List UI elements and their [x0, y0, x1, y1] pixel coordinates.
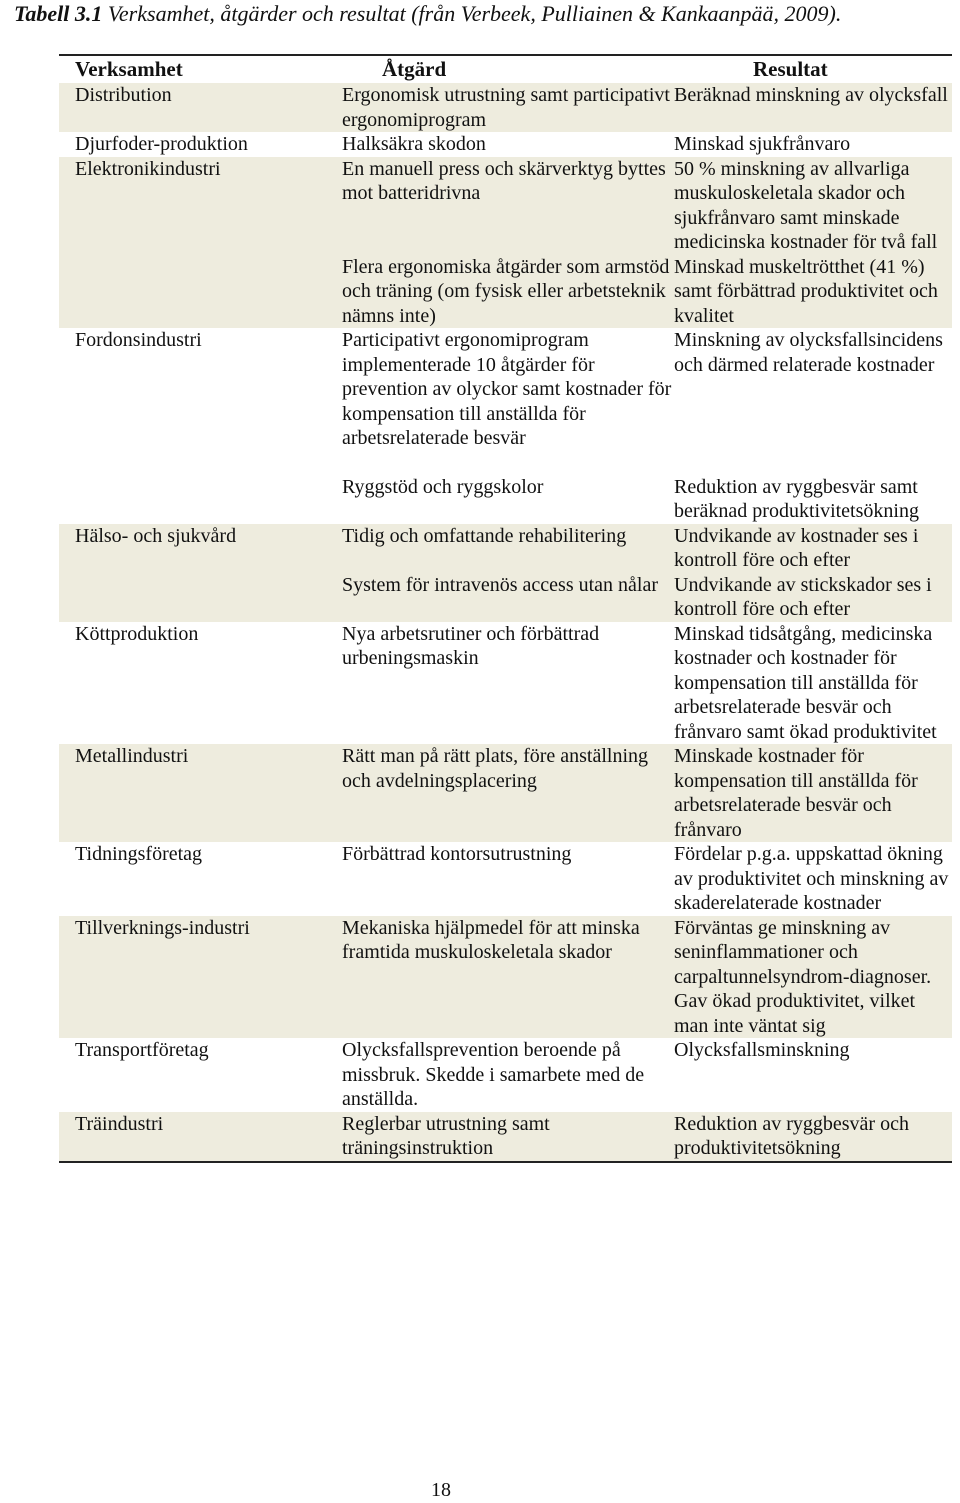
table-row: [59, 157, 952, 255]
table-row: [59, 744, 952, 842]
cell-atgard: Halksäkra skodon: [342, 133, 486, 155]
cell-verksamhet: [59, 573, 342, 622]
cell-resultat: Reduktion av ryggbesvär samt beräknad produktivitetsökning: [674, 475, 919, 522]
cell-resultat: 50 % minskning av allvarliga muskuloskeletala skador och sjukfrånvaro samt minskade medicinska kostnader för två fall: [674, 157, 952, 255]
cell-resultat: Undvikande av kostnader ses i kontroll före och efter: [674, 524, 952, 573]
cell-verksamhet: Tillverknings-industri: [59, 916, 342, 1039]
table-row: [59, 573, 952, 622]
table-row: [59, 1112, 952, 1162]
header-resultat: Resultat: [674, 55, 952, 83]
cell-atgard: Rätt man på rätt plats, före anställning och avdelningsplacering: [342, 744, 674, 842]
cell-atgard: Tidig och omfattande rehabilitering: [342, 524, 674, 573]
cell-resultat: Minskning av olycksfallsincidens och därmed relaterade kostnader: [674, 329, 943, 376]
cell-atgard: Flera ergonomiska åtgärder som armstöd och träning (om fysisk eller arbetsteknik nämns inte): [342, 255, 674, 329]
table-row: [59, 328, 952, 451]
table-row: [59, 132, 952, 157]
cell-verksamhet: [59, 475, 342, 524]
header-verksamhet: Verksamhet: [59, 55, 342, 83]
cell-atgard: Olycksfallsprevention beroende på missbruk. Skedde i samarbete med de anställda.: [342, 1039, 645, 1110]
measures-table: [59, 54, 952, 1163]
cell-resultat: Minskade kostnader för kompensation till anställda för arbetsrelaterade besvär och frånvaro: [674, 744, 952, 842]
table-row: [59, 524, 952, 573]
cell-resultat: Undvikande av stickskador ses i kontroll före och efter: [674, 573, 952, 622]
cell-verksamhet: Hälso- och sjukvård: [59, 524, 342, 573]
cell-verksamhet: Elektronikindustri: [59, 157, 342, 255]
cell-atgard: Förbättrad kontorsutrustning: [342, 843, 572, 865]
table-row: [59, 916, 952, 1039]
cell-resultat: Minskad muskeltrötthet (41 %) samt förbättrad produktivitet och kvalitet: [674, 255, 952, 329]
cell-resultat: Beräknad minskning av olycksfall: [674, 83, 952, 132]
cell-atgard: Ryggstöd och ryggskolor: [342, 475, 544, 498]
cell-atgard: Nya arbetsrutiner och förbättrad urbeningsmaskin: [342, 622, 600, 669]
cell-verksamhet: Träindustri: [59, 1112, 342, 1162]
page-number: 18: [431, 1479, 451, 1501]
table-caption: [14, 0, 841, 28]
cell-resultat: Minskad tidsåtgång, medicinska kostnader och kostnader för kompensation till anställda för arbetsrelaterade besvär och frånvaro samt ökad produktivitet: [674, 622, 937, 743]
table-row: [59, 83, 952, 132]
cell-atgard: En manuell press och skärverktyg byttes mot batteridrivna: [342, 157, 674, 255]
cell-resultat: Fördelar p.g.a. uppskattad ökning av produktivitet och minskning av skaderelaterade kostnader: [674, 843, 949, 914]
cell-resultat: Reduktion av ryggbesvär och produktivitetsökning: [674, 1112, 952, 1162]
cell-resultat: Förväntas ge minskning av seninflammationer och carpaltunnelsyndrom-diagnoser. Gav ökad produktivitet, vilket man inte väntat sig: [674, 916, 952, 1039]
cell-verksamhet: Köttproduktion: [75, 622, 199, 645]
cell-atgard: Mekaniska hjälpmedel för att minska framtida muskuloskeletala skador: [342, 916, 674, 1039]
cell-atgard: Ergonomisk utrustning samt participativt ergonomiprogram: [342, 83, 674, 132]
table-row: [59, 475, 952, 524]
cell-atgard: Participativt ergonomiprogram implementerade 10 åtgärder för prevention av olyckor samt kostnader för kompensation till anställda för arbetsrelaterade besvär: [342, 329, 672, 449]
cell-verksamhet: Fordonsindustri: [75, 329, 202, 351]
table-row: [59, 842, 952, 916]
cell-verksamhet: Distribution: [59, 83, 342, 132]
cell-atgard: System för intravenös access utan nålar: [342, 573, 674, 622]
caption-text: Verksamhet, åtgärder och resultat (från Verbeek, Pulliainen & Kankaanpää, 2009).: [102, 1, 842, 26]
cell-verksamhet: Transportföretag: [75, 1039, 209, 1061]
table-row: [59, 255, 952, 329]
table-row: [59, 1038, 952, 1112]
cell-verksamhet: [59, 255, 342, 329]
spacer-row: [59, 451, 952, 475]
table-row: [59, 622, 952, 745]
cell-verksamhet: Metallindustri: [59, 744, 342, 842]
cell-atgard: Reglerbar utrustning samt träningsinstruktion: [342, 1112, 674, 1162]
header-atgard: Åtgärd: [342, 55, 674, 83]
cell-resultat: Olycksfallsminskning: [674, 1039, 850, 1061]
cell-verksamhet: Tidningsföretag: [75, 843, 203, 865]
table-header-row: [59, 55, 952, 83]
caption-label: Tabell 3.1: [14, 1, 103, 26]
cell-resultat: Minskad sjukfrånvaro: [674, 133, 851, 155]
cell-verksamhet: Djurfoder-produktion: [75, 133, 248, 155]
